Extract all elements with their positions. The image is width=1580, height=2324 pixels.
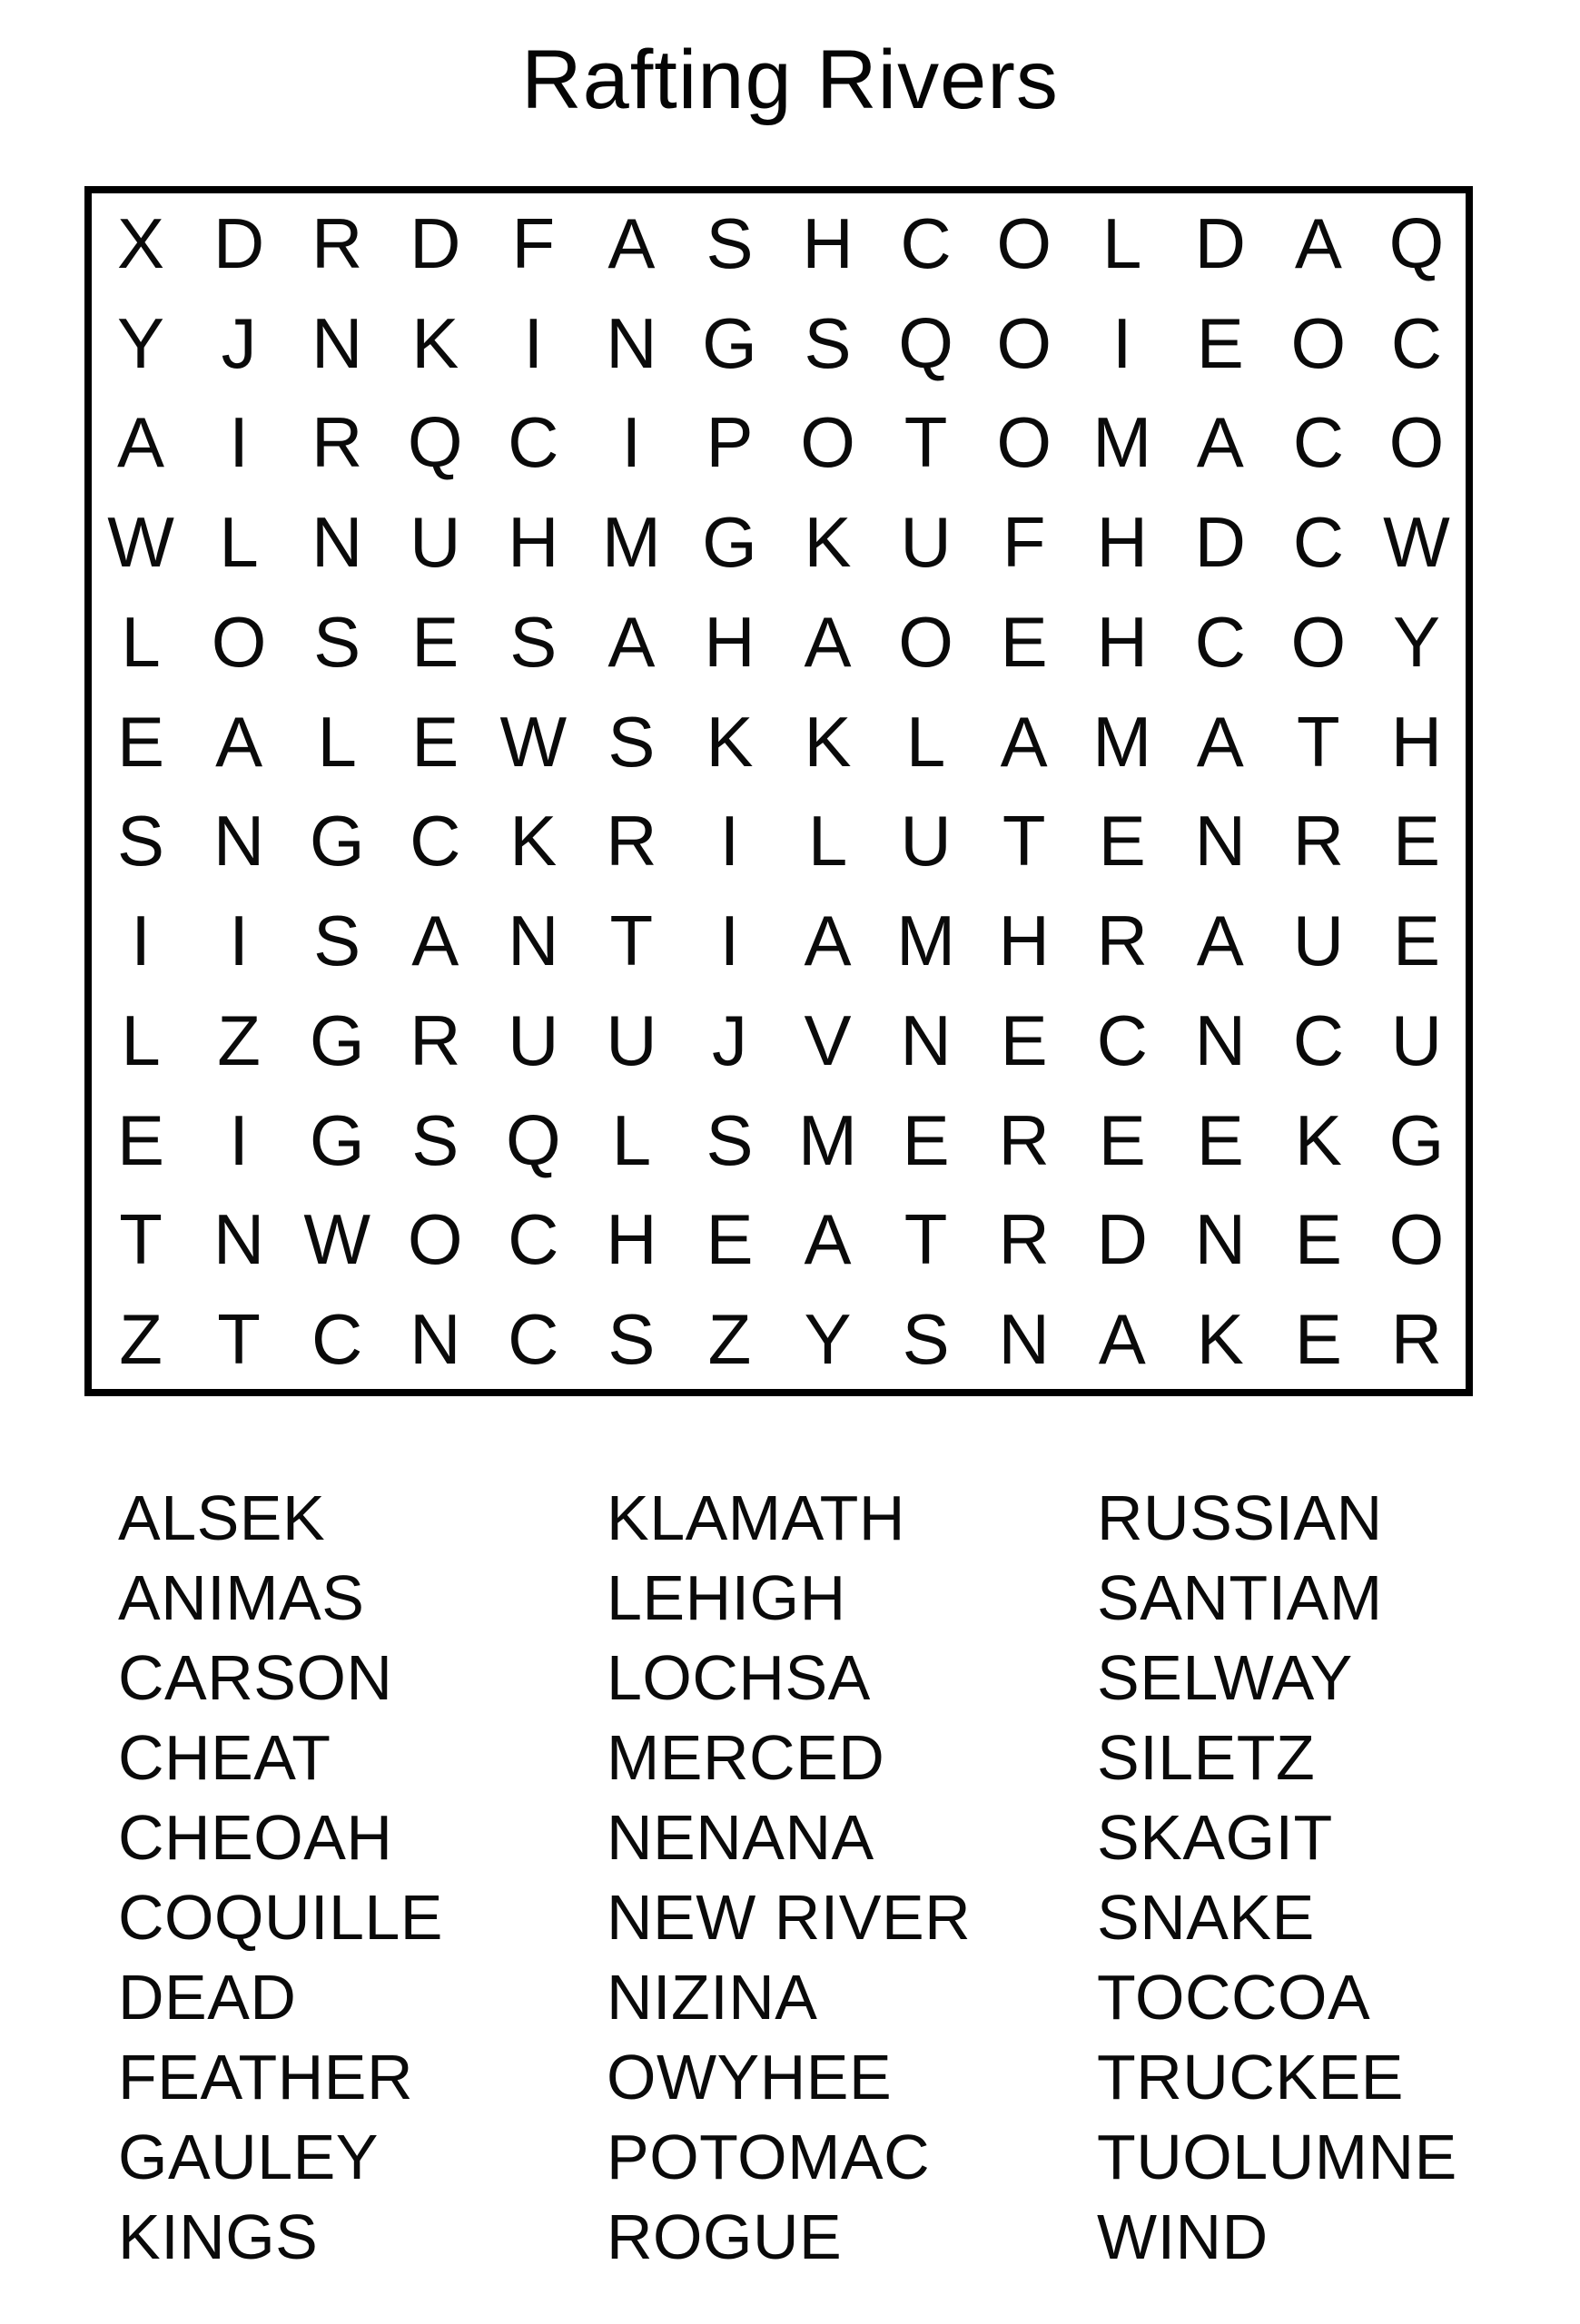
word-list-item: WIND bbox=[1097, 2201, 1269, 2272]
word-list-item: SILETZ bbox=[1097, 1722, 1316, 1793]
grid-cell[interactable]: E bbox=[1196, 1099, 1244, 1180]
grid-cell[interactable]: N bbox=[900, 1000, 952, 1080]
grid-cell[interactable]: R bbox=[1390, 1299, 1443, 1380]
grid-cell[interactable]: N bbox=[212, 1199, 265, 1280]
grid-cell[interactable]: R bbox=[998, 1099, 1050, 1180]
grid-cell[interactable]: T bbox=[904, 1199, 948, 1280]
grid-cell[interactable]: U bbox=[508, 1000, 559, 1080]
grid-cell[interactable]: U bbox=[1292, 901, 1345, 981]
grid-cell[interactable]: A bbox=[804, 1199, 852, 1280]
grid-cell[interactable]: T bbox=[904, 402, 948, 483]
grid-cell[interactable]: H bbox=[508, 502, 559, 583]
grid-cell[interactable]: H bbox=[606, 1199, 657, 1280]
grid-cell[interactable]: I bbox=[719, 801, 740, 881]
grid-cell[interactable]: C bbox=[311, 1299, 363, 1380]
grid-cell[interactable]: S bbox=[706, 1099, 754, 1180]
grid-cell[interactable]: N bbox=[508, 901, 559, 981]
grid-cell[interactable]: D bbox=[1194, 502, 1246, 583]
grid-cell[interactable]: N bbox=[1194, 1199, 1246, 1280]
grid-cell[interactable]: A bbox=[215, 701, 263, 782]
grid-cell[interactable]: K bbox=[1196, 1299, 1244, 1380]
grid-cell[interactable]: E bbox=[1392, 801, 1440, 881]
grid-cell[interactable]: A bbox=[1196, 701, 1244, 782]
grid-cell[interactable]: F bbox=[511, 202, 556, 283]
grid-cell[interactable]: U bbox=[606, 1000, 657, 1080]
grid-cell[interactable]: G bbox=[1388, 1099, 1445, 1180]
grid-cell[interactable]: A bbox=[1000, 701, 1048, 782]
grid-cell[interactable]: C bbox=[1096, 1000, 1148, 1080]
grid-cell[interactable]: H bbox=[1390, 701, 1443, 782]
grid-cell[interactable]: P bbox=[706, 402, 754, 483]
grid-cell[interactable]: C bbox=[508, 1299, 559, 1380]
grid-cell[interactable]: T bbox=[609, 901, 654, 981]
grid-cell[interactable]: A bbox=[607, 202, 656, 283]
grid-cell[interactable]: R bbox=[1096, 901, 1148, 981]
grid-cell[interactable]: L bbox=[121, 1000, 161, 1080]
grid-cell[interactable]: E bbox=[706, 1199, 754, 1280]
grid-cell[interactable]: O bbox=[407, 1199, 463, 1280]
grid-cell[interactable]: N bbox=[998, 1299, 1050, 1380]
grid-cell[interactable]: E bbox=[1098, 1099, 1146, 1180]
grid-cell[interactable]: W bbox=[499, 701, 568, 782]
grid-cell[interactable]: Q bbox=[1388, 202, 1445, 283]
grid-cell[interactable]: H bbox=[1096, 502, 1148, 583]
grid-cell[interactable]: H bbox=[802, 202, 854, 283]
grid-cell[interactable]: S bbox=[411, 1099, 459, 1180]
grid-cell[interactable]: E bbox=[411, 701, 459, 782]
grid-cell[interactable]: L bbox=[219, 502, 259, 583]
grid-cell[interactable]: R bbox=[1292, 801, 1345, 881]
grid-cell[interactable]: K bbox=[1294, 1099, 1342, 1180]
grid-cell[interactable]: O bbox=[898, 601, 953, 682]
grid-cell[interactable]: A bbox=[1196, 402, 1244, 483]
grid-cell[interactable]: M bbox=[1092, 402, 1152, 483]
grid-cell[interactable]: Y bbox=[117, 302, 165, 383]
grid-cell[interactable]: J bbox=[221, 302, 257, 383]
grid-cell[interactable]: T bbox=[1002, 801, 1046, 881]
grid-cell[interactable]: C bbox=[1292, 1000, 1345, 1080]
word-list-item: TUOLUMNE bbox=[1097, 2122, 1457, 2192]
grid-cell[interactable]: G bbox=[702, 502, 757, 583]
grid-cell[interactable]: N bbox=[410, 1299, 461, 1380]
grid-cell[interactable]: E bbox=[1294, 1299, 1342, 1380]
grid-cell[interactable]: L bbox=[317, 701, 357, 782]
word-list-item: KINGS bbox=[118, 2201, 319, 2272]
grid-cell[interactable]: J bbox=[711, 1000, 747, 1080]
word-list-column bbox=[118, 1478, 443, 2277]
grid-cell[interactable]: K bbox=[411, 302, 459, 383]
grid-cell[interactable]: C bbox=[1292, 402, 1345, 483]
word-list-item: POTOMAC bbox=[607, 2122, 931, 2192]
word-list-item: MERCED bbox=[607, 1722, 885, 1793]
grid-cell[interactable]: H bbox=[998, 901, 1050, 981]
grid-cell[interactable]: C bbox=[1194, 601, 1246, 682]
grid-cell[interactable]: R bbox=[606, 801, 657, 881]
grid-cell[interactable]: X bbox=[117, 202, 165, 283]
grid-cell[interactable]: I bbox=[621, 402, 642, 483]
grid-cell[interactable]: A bbox=[1196, 901, 1244, 981]
puzzle-title: Rafting Rivers bbox=[521, 34, 1059, 126]
word-list-item: NIZINA bbox=[607, 1962, 818, 2033]
word-list-item: ANIMAS bbox=[118, 1562, 365, 1633]
grid-cell[interactable]: S bbox=[706, 202, 754, 283]
grid-cell[interactable]: A bbox=[117, 402, 165, 483]
word-list-item: LOCHSA bbox=[607, 1642, 871, 1713]
word-list-item: ROGUE bbox=[607, 2201, 843, 2272]
grid-cell[interactable]: L bbox=[1102, 202, 1142, 283]
word-list-item: OWYHEE bbox=[607, 2042, 893, 2112]
word-list-item: LEHIGH bbox=[607, 1562, 846, 1633]
grid-cell[interactable]: O bbox=[1388, 402, 1445, 483]
grid-cell[interactable]: Z bbox=[707, 1299, 752, 1380]
word-list-item: RUSSIAN bbox=[1097, 1482, 1383, 1553]
grid-cell[interactable]: I bbox=[131, 901, 151, 981]
word-list bbox=[0, 1478, 1580, 2295]
word-list-item: NENANA bbox=[607, 1802, 874, 1873]
grid-cell[interactable]: D bbox=[1194, 202, 1246, 283]
grid-cell[interactable]: K bbox=[706, 701, 754, 782]
grid-cell[interactable]: U bbox=[900, 801, 952, 881]
word-list-item: KLAMATH bbox=[607, 1482, 905, 1553]
grid-cell[interactable]: S bbox=[804, 302, 852, 383]
grid-cell[interactable]: G bbox=[309, 1000, 365, 1080]
grid-cell[interactable]: A bbox=[607, 601, 656, 682]
grid-cell[interactable]: U bbox=[900, 502, 952, 583]
grid-cell[interactable]: R bbox=[410, 1000, 461, 1080]
grid-cell[interactable]: L bbox=[905, 701, 946, 782]
word-search-grid bbox=[84, 186, 1473, 1396]
grid-cell[interactable]: O bbox=[1290, 302, 1347, 383]
grid-cell[interactable]: W bbox=[107, 502, 174, 583]
grid-cell[interactable]: I bbox=[719, 901, 740, 981]
grid-cell[interactable]: I bbox=[229, 1099, 249, 1180]
word-list-item: DEAD bbox=[118, 1962, 297, 2033]
grid-cell[interactable]: A bbox=[1098, 1299, 1146, 1380]
grid-cell[interactable]: O bbox=[211, 601, 267, 682]
grid-cell[interactable]: E bbox=[1294, 1199, 1342, 1280]
grid-cell[interactable]: O bbox=[1290, 601, 1347, 682]
grid-cell[interactable]: K bbox=[509, 801, 558, 881]
grid-cell[interactable]: N bbox=[1194, 1000, 1246, 1080]
word-list-item: SELWAY bbox=[1097, 1642, 1353, 1713]
grid-cell[interactable]: C bbox=[508, 1199, 559, 1280]
grid-cell[interactable]: U bbox=[1390, 1000, 1443, 1080]
grid-cell[interactable]: S bbox=[117, 801, 165, 881]
grid-cell[interactable]: I bbox=[229, 901, 249, 981]
grid-cell[interactable]: U bbox=[410, 502, 461, 583]
grid-cell[interactable]: G bbox=[309, 801, 365, 881]
grid-cell[interactable]: O bbox=[800, 402, 855, 483]
grid-cell[interactable]: E bbox=[117, 1099, 165, 1180]
word-list-item: ALSEK bbox=[118, 1482, 326, 1553]
grid-cell[interactable]: L bbox=[611, 1099, 652, 1180]
grid-cell[interactable]: K bbox=[804, 502, 852, 583]
grid-cell[interactable]: E bbox=[902, 1099, 950, 1180]
grid-cell[interactable]: Y bbox=[1392, 601, 1440, 682]
word-list-item: SKAGIT bbox=[1097, 1802, 1333, 1873]
word-list-item: CARSON bbox=[118, 1642, 393, 1713]
grid-cell[interactable]: Q bbox=[407, 402, 463, 483]
grid-cell[interactable]: I bbox=[229, 402, 249, 483]
grid-cell[interactable]: S bbox=[313, 601, 361, 682]
grid-cell[interactable]: N bbox=[311, 502, 363, 583]
word-list-item: GAULEY bbox=[118, 2122, 379, 2192]
grid-cell[interactable]: A bbox=[411, 901, 459, 981]
grid-cell[interactable]: H bbox=[704, 601, 755, 682]
grid-cell[interactable]: G bbox=[702, 302, 757, 383]
grid-cell[interactable]: D bbox=[410, 202, 461, 283]
word-list-column bbox=[607, 1478, 971, 2277]
grid-cell[interactable]: Q bbox=[505, 1099, 561, 1180]
grid-cell[interactable]: Y bbox=[804, 1299, 852, 1380]
grid-cell[interactable]: W bbox=[1383, 502, 1450, 583]
grid-cell[interactable]: I bbox=[523, 302, 544, 383]
grid-cell[interactable]: C bbox=[1390, 302, 1443, 383]
grid-cell[interactable]: M bbox=[798, 1099, 858, 1180]
grid-cell[interactable]: O bbox=[996, 202, 1052, 283]
grid-cell[interactable]: M bbox=[601, 502, 661, 583]
grid-cell[interactable]: A bbox=[804, 901, 852, 981]
grid-cell[interactable]: E bbox=[1098, 801, 1146, 881]
grid-cell[interactable]: G bbox=[309, 1099, 365, 1180]
word-list-item: CHEAT bbox=[118, 1722, 331, 1793]
word-list-item: FEATHER bbox=[118, 2042, 413, 2112]
word-list-item: TRUCKEE bbox=[1097, 2042, 1404, 2112]
grid-cell[interactable]: R bbox=[998, 1199, 1050, 1280]
grid-cell[interactable]: T bbox=[217, 1299, 261, 1380]
grid-cell[interactable]: L bbox=[121, 601, 161, 682]
grid-cell[interactable]: C bbox=[900, 202, 952, 283]
grid-cell[interactable]: K bbox=[804, 701, 852, 782]
grid-cell[interactable]: R bbox=[311, 402, 363, 483]
grid-cell[interactable]: D bbox=[212, 202, 265, 283]
grid-cell[interactable]: N bbox=[311, 302, 363, 383]
grid-cell[interactable]: Z bbox=[119, 1299, 163, 1380]
grid-cell[interactable]: D bbox=[1096, 1199, 1148, 1280]
grid-cell[interactable]: E bbox=[1000, 1000, 1048, 1080]
word-list-item: SANTIAM bbox=[1097, 1562, 1383, 1633]
word-list-item: SNAKE bbox=[1097, 1882, 1315, 1953]
grid-cell[interactable]: Q bbox=[898, 302, 953, 383]
grid-cell[interactable]: A bbox=[804, 601, 852, 682]
grid-cell[interactable]: S bbox=[607, 701, 656, 782]
grid-cell[interactable]: F bbox=[1002, 502, 1046, 583]
grid-cell[interactable]: N bbox=[606, 302, 657, 383]
word-list-item: CHEOAH bbox=[118, 1802, 393, 1873]
grid-cell[interactable]: E bbox=[1000, 601, 1048, 682]
grid-cell[interactable]: N bbox=[1194, 801, 1246, 881]
word-list-column bbox=[1097, 1478, 1457, 2277]
grid-cell[interactable]: A bbox=[1294, 202, 1342, 283]
grid-cell[interactable]: O bbox=[996, 302, 1052, 383]
grid-cell[interactable]: S bbox=[313, 901, 361, 981]
grid-cell[interactable]: N bbox=[212, 801, 265, 881]
grid-cell[interactable]: T bbox=[1297, 701, 1340, 782]
grid-cell[interactable]: S bbox=[902, 1299, 950, 1380]
grid-cell[interactable]: M bbox=[1092, 701, 1152, 782]
word-list-item: NEW RIVER bbox=[607, 1882, 972, 1953]
grid-cell[interactable]: E bbox=[1392, 901, 1440, 981]
grid-cell[interactable]: M bbox=[896, 901, 956, 981]
grid-cell[interactable]: C bbox=[508, 402, 559, 483]
grid-cell[interactable]: O bbox=[996, 402, 1052, 483]
grid-cell[interactable]: R bbox=[311, 202, 363, 283]
grid-cell[interactable]: S bbox=[607, 1299, 656, 1380]
grid-cell[interactable]: H bbox=[1096, 601, 1148, 682]
grid-cell[interactable]: I bbox=[1111, 302, 1132, 383]
grid-cell[interactable]: L bbox=[807, 801, 848, 881]
grid-cell[interactable]: V bbox=[804, 1000, 852, 1080]
grid-cell[interactable]: O bbox=[1388, 1199, 1445, 1280]
grid-cell[interactable]: W bbox=[303, 1199, 370, 1280]
grid-cell[interactable]: E bbox=[117, 701, 165, 782]
grid-cell[interactable]: E bbox=[411, 601, 459, 682]
grid-cell[interactable]: C bbox=[1292, 502, 1345, 583]
word-list-item: TOCCOA bbox=[1097, 1962, 1371, 2033]
grid-cell[interactable]: T bbox=[119, 1199, 163, 1280]
grid-cell[interactable]: S bbox=[509, 601, 558, 682]
grid-cell[interactable]: Z bbox=[217, 1000, 261, 1080]
word-list-item: COQUILLE bbox=[118, 1882, 443, 1953]
grid-cell[interactable]: E bbox=[1196, 302, 1244, 383]
grid-cell[interactable]: C bbox=[410, 801, 461, 881]
